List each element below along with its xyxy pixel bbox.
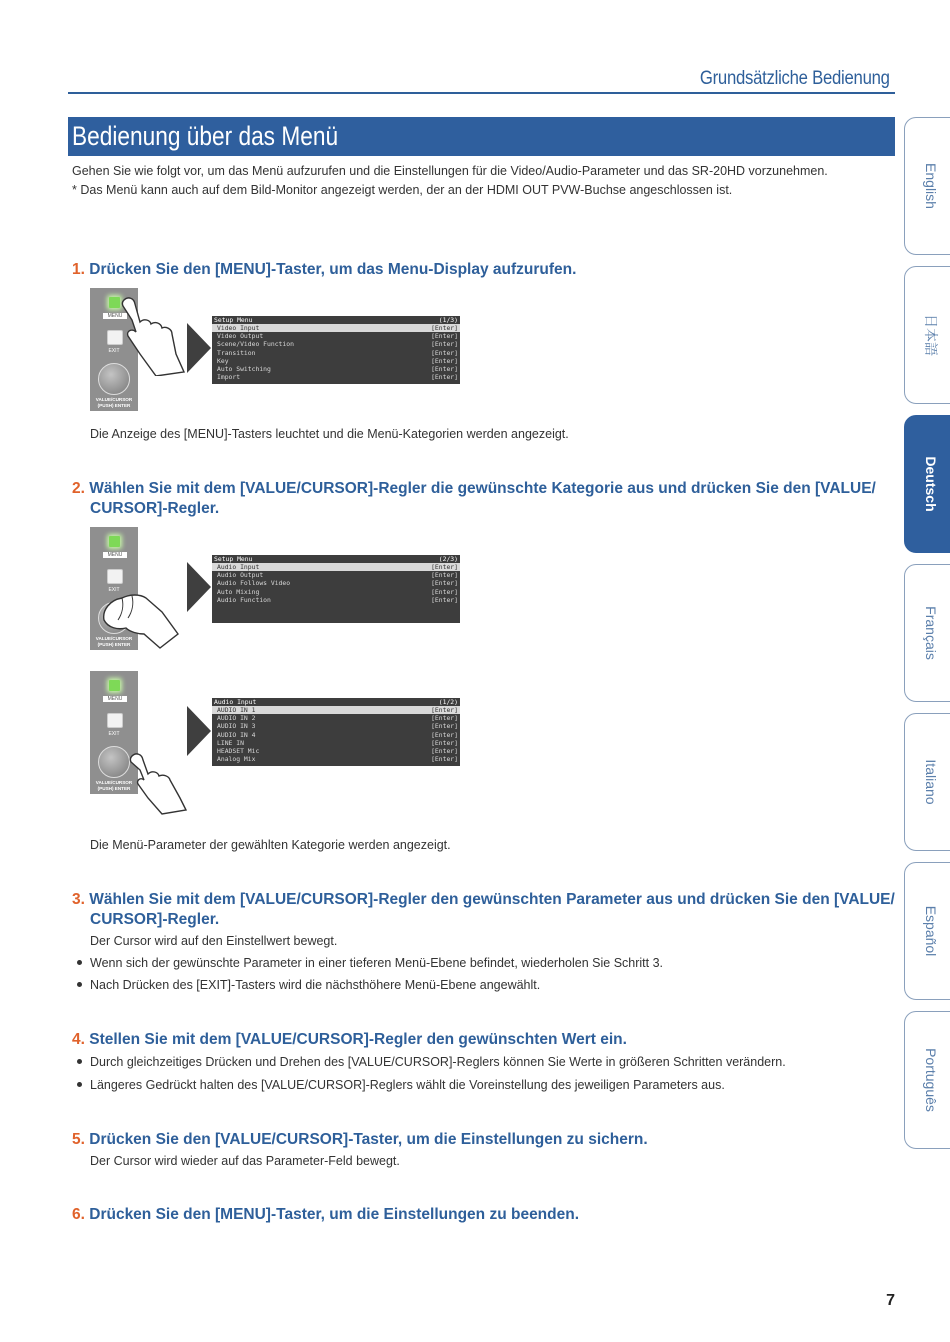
- bullet-item: Wenn sich der gewünschte Parameter in einer tieferen Menü-Ebene befindet, wiederholen Sie Schritt 3.: [77, 956, 663, 970]
- screen-row: AUDIO IN 4 [Enter]: [217, 730, 458, 739]
- turning-hand-icon: [100, 590, 180, 650]
- step-title: Wählen Sie mit dem [VALUE/CURSOR]-Regler die gewünschte Kategorie aus und drücken Sie den [VALUE/: [89, 480, 876, 497]
- step-title: Drücken Sie den [MENU]-Taster, um das Menu-Display aufzurufen.: [89, 261, 577, 278]
- tab-italiano[interactable]: [904, 713, 950, 851]
- menu-screen-setup-2: [212, 555, 460, 623]
- exit-button: [107, 713, 123, 728]
- tab-espanol[interactable]: [904, 862, 950, 1000]
- screen-header: Setup Menu (1/3): [214, 316, 458, 324]
- step-number: 5.: [72, 1131, 85, 1148]
- screen-row: Video Output [Enter]: [217, 332, 458, 341]
- page-number: 7: [886, 1292, 895, 1309]
- intro-note: * Das Menü kann auch auf dem Bild-Monitor angezeigt werden, der an der HDMI OUT PVW-Buchse angeschlossen ist.: [72, 183, 733, 197]
- step-3-body: Der Cursor wird auf den Einstellwert bewegt.: [90, 934, 338, 948]
- bullet-icon: [77, 1082, 82, 1087]
- screen-row: Import [Enter]: [217, 373, 458, 382]
- menu-button-label: MENU: [103, 696, 127, 702]
- screen-row: Auto Mixing [Enter]: [217, 587, 458, 596]
- screen-header: Setup Menu (2/3): [214, 555, 458, 563]
- screen-row: Transition [Enter]: [217, 348, 458, 357]
- menu-screen-audio-input: [212, 698, 460, 766]
- screen-row: Scene/Video Function [Enter]: [217, 340, 458, 349]
- section-title: Bedienung über das Menü: [72, 121, 339, 151]
- step-2-heading: [72, 479, 876, 519]
- screen-row: AUDIO IN 1 [Enter]: [212, 706, 460, 714]
- step-3-heading: [72, 890, 895, 930]
- tab-label: 日本語: [923, 314, 939, 356]
- screen-row: Audio Function [Enter]: [217, 595, 458, 604]
- step-title: Drücken Sie den [VALUE/CURSOR]-Taster, um die Einstellungen zu sichern.: [89, 1131, 648, 1148]
- bullet-item: Nach Drücken des [EXIT]-Tasters wird die nächsthöhere Menü-Ebene angewählt.: [77, 978, 540, 992]
- screen-row: LINE IN [Enter]: [217, 738, 458, 747]
- section-title-bar: [68, 117, 895, 156]
- menu-button-label: MENU: [103, 313, 127, 319]
- step-1-heading: [72, 260, 576, 280]
- step-title-cont: CURSOR]-Regler.: [90, 911, 220, 928]
- pressing-hand-icon: [128, 752, 190, 816]
- screen-header: Audio Input (1/2): [214, 698, 458, 706]
- running-header: Grundsätzliche Bedienung: [700, 68, 890, 89]
- intro-text: Gehen Sie wie folgt vor, um das Menü aufzurufen und die Einstellungen für die Video/Audio-Parameter und das SR-20HD vorzunehmen.: [72, 164, 828, 178]
- arrow-right-icon: [187, 562, 211, 612]
- tab-label: Português: [923, 1048, 939, 1112]
- screen-row: HEADSET Mic [Enter]: [217, 746, 458, 755]
- step-number: 6.: [72, 1206, 85, 1223]
- step-1-note: Die Anzeige des [MENU]-Tasters leuchtet und die Menü-Kategorien werden angezeigt.: [90, 427, 569, 441]
- screen-row: Auto Switching [Enter]: [217, 364, 458, 373]
- screen-row: AUDIO IN 2 [Enter]: [217, 714, 458, 723]
- exit-button: [107, 569, 123, 584]
- menu-led: [109, 536, 120, 547]
- tab-japanese[interactable]: [904, 266, 950, 404]
- value-cursor-knob: [98, 746, 130, 778]
- step-5-body: Der Cursor wird wieder auf das Parameter-Feld bewegt.: [90, 1154, 400, 1168]
- tab-label: Deutsch: [923, 456, 939, 512]
- screen-row: Video Input [Enter]: [212, 324, 460, 332]
- step-title: Drücken Sie den [MENU]-Taster, um die Einstellungen zu beenden.: [89, 1206, 580, 1223]
- exit-label: EXIT: [108, 731, 120, 737]
- exit-label: EXIT: [108, 348, 120, 354]
- step-title: Stellen Sie mit dem [VALUE/CURSOR]-Regler den gewünschten Wert ein.: [89, 1031, 627, 1048]
- tab-label: Français: [923, 606, 939, 660]
- step-2-note: Die Menü-Parameter der gewählten Kategorie werden angezeigt.: [90, 838, 451, 852]
- tab-deutsch[interactable]: [904, 415, 950, 553]
- bullet-icon: [77, 982, 82, 987]
- menu-screen-setup-1: [212, 316, 460, 384]
- menu-led: [109, 680, 120, 691]
- arrow-right-icon: [187, 323, 211, 373]
- tab-francais[interactable]: [904, 564, 950, 702]
- arrow-right-icon: [187, 706, 211, 756]
- screen-row: Key [Enter]: [217, 356, 458, 365]
- header-rule: [68, 92, 895, 94]
- step-number: 4.: [72, 1031, 85, 1048]
- pressing-hand-icon: [118, 296, 188, 376]
- exit-label: EXIT: [108, 587, 120, 593]
- screen-row: Analog Mix [Enter]: [217, 755, 458, 764]
- step-number: 2.: [72, 480, 85, 497]
- bullet-item: Längeres Gedrückt halten des [VALUE/CURSOR]-Reglers wählt die Voreinstellung des jeweiligen Parameters aus.: [77, 1078, 725, 1092]
- step-title-cont: CURSOR]-Regler.: [90, 500, 220, 517]
- screen-row: Audio Input [Enter]: [212, 563, 460, 571]
- tab-portugues[interactable]: [904, 1011, 950, 1149]
- value-cursor-label: VALUE/CURSOR (PUSH) ENTER: [95, 780, 133, 791]
- tab-label: English: [923, 163, 939, 209]
- step-number: 3.: [72, 891, 85, 908]
- screen-row: Audio Output [Enter]: [217, 571, 458, 580]
- value-cursor-label: VALUE/CURSOR (PUSH) ENTER: [95, 397, 133, 408]
- step-4-heading: [72, 1030, 627, 1050]
- tab-label: Italiano: [923, 759, 939, 805]
- bullet-icon: [77, 960, 82, 965]
- tab-label: Español: [923, 905, 939, 957]
- step-6-heading: [72, 1205, 579, 1225]
- value-cursor-label: VALUE/CURSOR (PUSH) ENTER: [95, 636, 133, 647]
- step-number: 1.: [72, 261, 85, 278]
- step-title: Wählen Sie mit dem [VALUE/CURSOR]-Regler den gewünschten Parameter aus und drücken Sie den [VALUE/: [89, 891, 895, 908]
- screen-row: Audio Follows Video [Enter]: [217, 579, 458, 588]
- menu-button-label: MENU: [103, 552, 127, 558]
- bullet-icon: [77, 1059, 82, 1064]
- tab-english[interactable]: [904, 117, 950, 255]
- step-5-heading: [72, 1130, 648, 1150]
- screen-row: AUDIO IN 3 [Enter]: [217, 722, 458, 731]
- bullet-item: Durch gleichzeitiges Drücken und Drehen des [VALUE/CURSOR]-Reglers können Sie Werte in größeren Schritten verändern.: [77, 1055, 786, 1069]
